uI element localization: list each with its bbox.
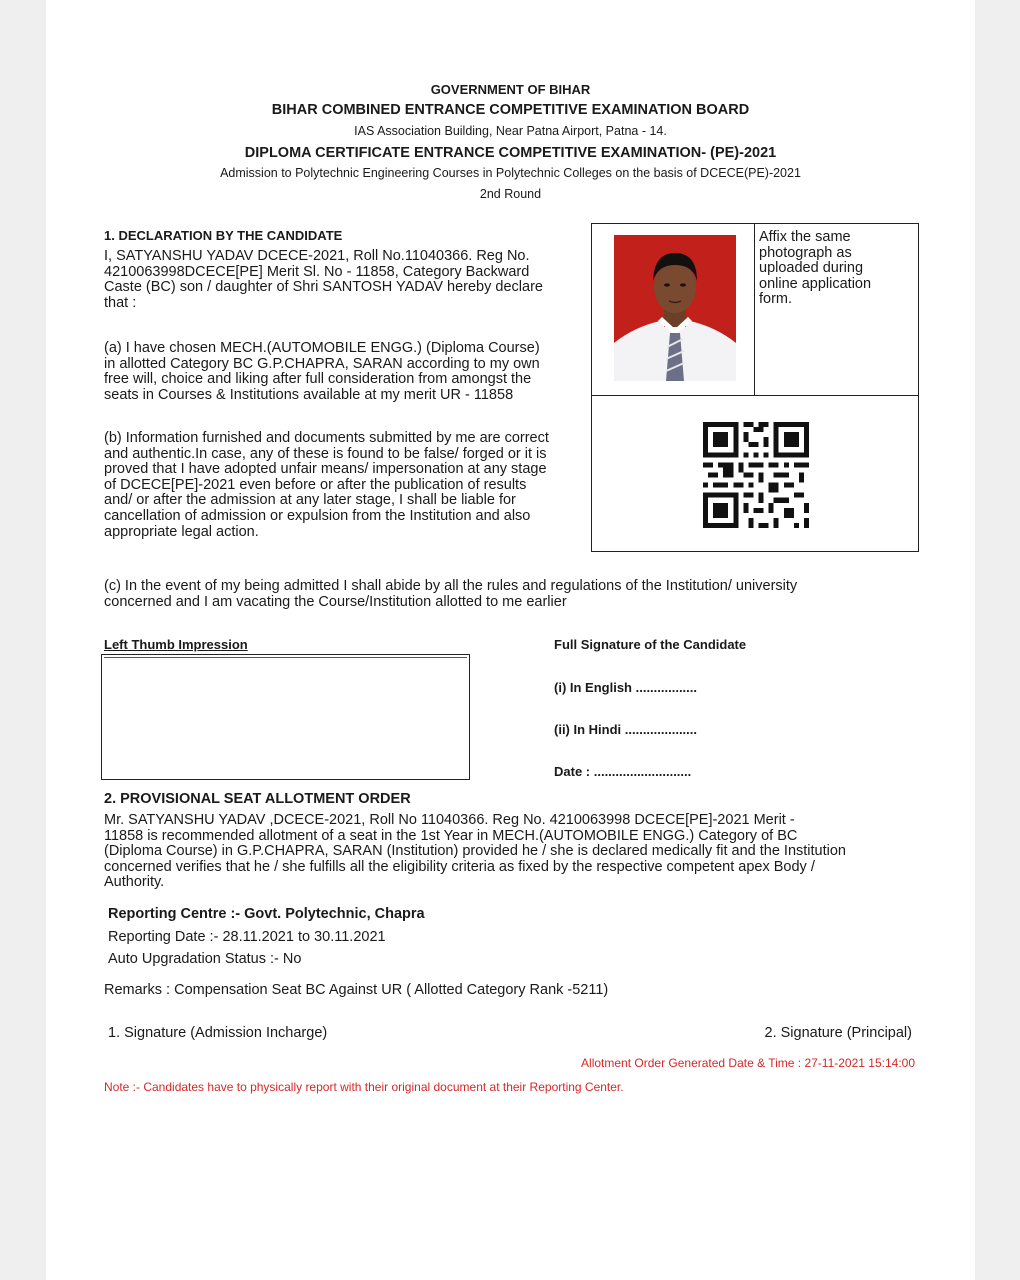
reporting-date: Reporting Date :- 28.11.2021 to 30.11.2021: [108, 929, 386, 945]
round-label: 2nd Round: [479, 187, 542, 201]
signature-date: Date : ...........................: [554, 764, 692, 779]
allotment-body: Mr. SATYANSHU YADAV ,DCECE-2021, Roll No 11040366. Reg No. 4210063998 DCECE[PE]-2021 Merit - 11858 is recommended allotment of a seat in the 1st Year in MECH.(AUTOMOBILE ENGG.) Category of BC (Diploma Course) in G.P.CHAPRA, SARAN (Institution) provided he / she is declared medically fit and the Institution concerned verifies that he / she fulfills all the eligibility criteria as fixed by the respective competent apex Body / Authority.: [104, 812, 846, 891]
qr-code: [703, 422, 809, 528]
allotment-title: 2. PROVISIONAL SEAT ALLOTMENT ORDER: [104, 791, 411, 807]
remarks: Remarks : Compensation Seat BC Against UR ( Allotted Category Rank -5211): [104, 982, 609, 998]
photo-qr-box: [591, 223, 919, 552]
full-signature-label: Full Signature of the Candidate: [554, 637, 747, 652]
signature-hindi: (ii) In Hindi ....................: [554, 722, 697, 737]
thumb-impression-label: Left Thumb Impression: [104, 637, 248, 652]
board-heading: BIHAR COMBINED ENTRANCE COMPETITIVE EXAMINATION BOARD: [271, 102, 750, 118]
thumb-impression-box: [101, 654, 470, 780]
signature-principal: 2. Signature (Principal): [764, 1025, 912, 1041]
signature-admission-incharge: 1. Signature (Admission Incharge): [108, 1025, 328, 1041]
generated-datetime: Allotment Order Generated Date & Time : 27-11-2021 15:14:00: [581, 1056, 915, 1070]
declaration-intro: I, SATYANSHU YADAV DCECE-2021, Roll No.11040366. Reg No. 4210063998DCECE[PE] Merit Sl. No - 11858, Category Backward Caste (BC) son / daughter of Shri SANTOSH YADAV hereby declare that :: [104, 248, 543, 311]
exam-heading: DIPLOMA CERTIFICATE ENTRANCE COMPETITIVE EXAMINATION- (PE)-2021: [244, 145, 777, 161]
signature-english: (i) In English .................: [554, 680, 698, 695]
candidate-photo: [614, 235, 736, 381]
auto-upgradation-status: Auto Upgradation Status :- No: [108, 951, 302, 967]
declaration-point-b: (b) Information furnished and documents submitted by me are correct and authentic.In case, any of these is found to be false/ forged or it is proved that I have adopted unfair means/ impersonation at any stage of DCECE[PE]-2021 even before or after the publication of results and/ or after the admission at any later stage, I shall be liable for cancellation of admission or expulsion from the Institution and also appropriate legal action.: [104, 430, 549, 540]
photo-instruction: Affix the same photograph as uploaded during online application form.: [759, 229, 872, 307]
document-page: [46, 0, 975, 1280]
declaration-point-a: (a) I have chosen MECH.(AUTOMOBILE ENGG.) (Diploma Course) in allotted Category BC G.P.CHAPRA, SARAN according to my own free will, choice and liking after full consideration from amongst the seats in Courses & Institutions available at my merit UR - 11858: [104, 340, 540, 403]
govt-heading: GOVERNMENT OF BIHAR: [430, 82, 591, 97]
declaration-title: 1. DECLARATION BY THE CANDIDATE: [104, 228, 343, 243]
reporting-centre: Reporting Centre :- Govt. Polytechnic, Chapra: [108, 906, 425, 922]
admission-line: Admission to Polytechnic Engineering Courses in Polytechnic Colleges on the basis of DCECE(PE)-2021: [220, 166, 801, 180]
reporting-note: Note :- Candidates have to physically report with their original document at their Reporting Center.: [104, 1080, 624, 1094]
declaration-point-c: (c) In the event of my being admitted I shall abide by all the rules and regulations of the Institution/ university concerned and I am vacating the Course/Institution allotted to me earlier: [104, 578, 798, 610]
board-address: IAS Association Building, Near Patna Airport, Patna - 14.: [354, 124, 667, 138]
